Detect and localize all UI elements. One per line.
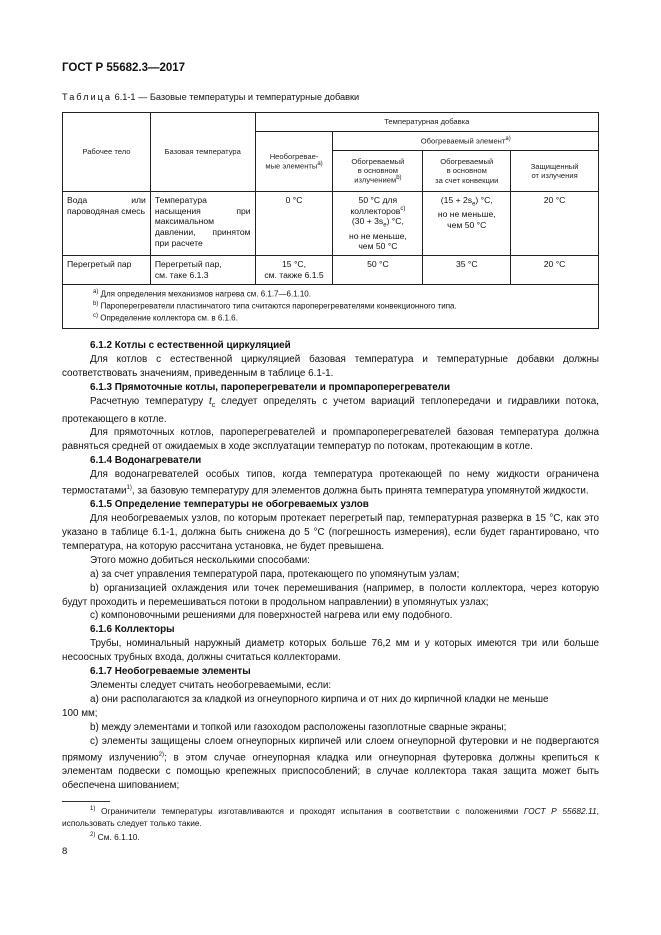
cell-radiation: 50 °C — [333, 256, 423, 284]
list-item: a) за счет управления температурой пара, протекающего по упомянутым узлам; — [90, 568, 460, 580]
header-protected: Защищенный от излучения — [511, 151, 599, 192]
header-heated: Обогреваемый элемент$^{a)}$ — [333, 132, 599, 151]
table-row — [63, 192, 599, 256]
paragraph: Элементы следует считать необогреваемыми, если: — [90, 680, 332, 692]
list-item: c) элементы защищены слоем огнеупорных кирпичей или слоем огнеупорной футеровки и не подвергаются прямому излучению$^{2)}$; в этом случае огнеупорная кладка или огнеупорная футеровка должны крепиться к элементам подвески с помощью крепежных приспособлений; в случае коллектора такая защита может быть обеспечена шипованием; — [62, 735, 599, 791]
header-convection: Обогреваемый в основном за счет конвекции — [423, 151, 511, 192]
paragraph: Трубы, номинальный наружный диаметр которых больше 76,2 мм и у которых имеются три или больше несоосных трубных входа, должны считаться коллекторами. — [62, 638, 599, 664]
table-caption-text: 6.1-1 — Базовые температуры и температурные добавки — [114, 92, 360, 102]
paragraph: Расчетную температуру $t_c$ следует определять с учетом вариаций теплопередачи и гидравлики потока, протекающего в котле. — [62, 395, 599, 425]
header-temperature-addition: Температурная добавка — [255, 113, 598, 132]
table-footnotes — [63, 284, 599, 329]
section-heading: 6.1.7 Необогреваемые элементы — [90, 666, 251, 678]
cell-convection: 35 °C — [423, 256, 511, 284]
table-footnote: $^{c)}$ Определение коллектора см. в 6.1.6. — [93, 313, 238, 323]
header-base-temperature: Базовая температура — [150, 113, 255, 192]
document-header: ГОСТ Р 55682.3—2017 — [62, 62, 186, 74]
section-heading: 6.1.4 Водонагреватели — [90, 455, 202, 467]
body-text — [62, 339, 599, 793]
section-heading: 6.1.3 Прямоточные котлы, пароперегреватели и промпароперегреватели — [90, 381, 451, 393]
paragraph: Для котлов с естественной циркуляцией базовая температура и температурные добавки должны соответствовать значениям, приведенным в таблице 6.1-1. — [62, 353, 599, 379]
cell-unheated: 0 °C — [255, 192, 333, 256]
cell-base: Температура насыщения при максимальном давлении, принятом при расчете — [150, 192, 255, 256]
cell-protected: 20 °C — [511, 192, 599, 256]
section-heading: 6.1.2 Котлы с естественной циркуляцией — [90, 340, 291, 351]
paragraph: Для прямоточных котлов, пароперегревателей и промпароперегревателей базовая температура должна равняться средней от ожидаемых в ходе эксплуатации температур по потокам, протекающим в котле. — [62, 427, 599, 453]
cell-medium: Перегретый пар — [63, 256, 151, 284]
temperature-table — [62, 112, 599, 329]
footnote: $^{1)}$ Ограничители температуры изготавливаются и проходят испытания в соответствии с положениями ГОСТ Р 55682.11, использовать следует только такие. — [62, 805, 599, 828]
list-item: b) организацией охлаждения или точек перемешивания (например, в полости коллектора, через которую будут проходить и перемешиваться потоки в продольном направлении) в упомянутых узлах; — [62, 582, 599, 608]
cell-medium: Вода или пароводяная смесь — [63, 192, 151, 256]
header-radiation: Обогреваемый в основном излучением$^{b)}$ — [333, 151, 423, 192]
footnote-divider — [62, 801, 110, 802]
header-unheated: Необогревае- мые элементы$^{a)}$ — [255, 132, 333, 192]
footnote: $^{2)}$ См. 6.1.10. — [90, 831, 140, 842]
list-item: c) компоновочными решениями для поверхностей нагрева или ему подобного. — [90, 610, 453, 622]
table-caption-word: Таблица — [62, 92, 113, 102]
list-item-continuation: 100 мм; — [62, 707, 98, 719]
page-footnotes — [62, 803, 599, 843]
list-item: b) между элементами и топкой или газоходом расположены газоплотные сварные экраны; — [90, 721, 507, 733]
cell-base: Перегретый пар, см. таке 6.1.3 — [150, 256, 255, 284]
cell-protected: 20 °C — [511, 256, 599, 284]
cell-radiation: 50 °C для коллекторов$^{c)}$ $(30 + 3s_e)$ °C, но не меньше, чем 50 °C — [333, 192, 423, 256]
paragraph: Для необогреваемых узлов, по которым протекает перегретый пар, температурная разверка в 15 °C, как это указано в таблице 6.1-1, должна быть снижена до 5 °C (погрешность измерения), если будет гарантировано, что температура, на которую рассчитана установка, не будет превышена. — [62, 513, 599, 552]
section-heading: 6.1.5 Определение температуры не обогреваемых узлов — [90, 499, 369, 511]
table-row — [63, 256, 599, 284]
page-number: 8 — [62, 846, 68, 857]
table-caption — [62, 92, 359, 102]
list-item: a) они располагаются за кладкой из огнеупорного кирпича и от них до кирпичной кладки не меньше — [90, 693, 549, 705]
table-footnote: $^{b)}$ Пароперегреватели пластинчатого типа считаются пароперегревателями конвекционного типа. — [93, 300, 457, 311]
header-working-medium: Рабочее тело — [63, 113, 151, 192]
paragraph: Для водонагревателей особых типов, когда температура протекающей по нему жидкости ограничена термостатами$^{1)}$, за базовую температуру для элементов должна быть принята температура упомянутой жидкости. — [62, 469, 599, 497]
section-heading: 6.1.6 Коллекторы — [90, 624, 175, 636]
cell-unheated: 15 °C, см. также 6.1.5 — [255, 256, 333, 284]
paragraph: Этого можно добиться несколькими способами: — [90, 554, 310, 566]
table-footnote: $^{a)}$ Для определения механизмов нагрева см. 6.1.7—6.1.10. — [93, 288, 311, 299]
cell-convection: $(15 + 2s_e)$ °C, но не меньше, чем 50 °C — [423, 192, 511, 256]
